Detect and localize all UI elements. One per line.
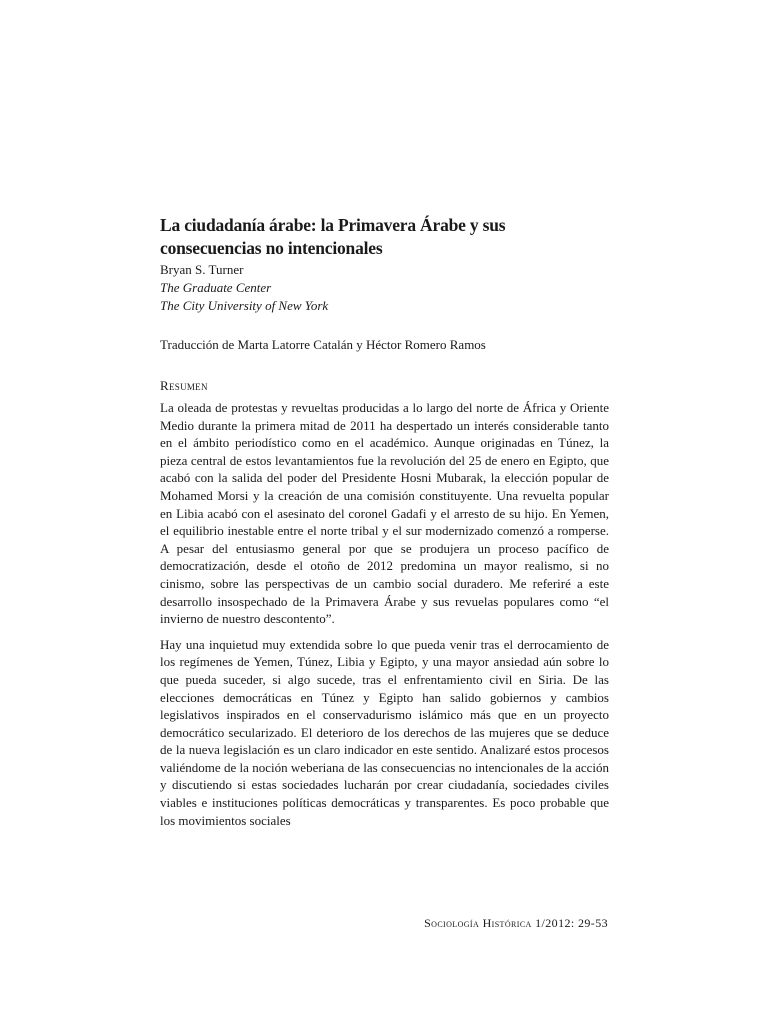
affiliation-1: The Graduate Center [160,280,272,295]
translation-credit: Traducción de Marta Latorre Catalán y Héctor Romero Ramos [160,337,486,352]
article-page [160,214,609,829]
affiliation-2: The City University of New York [160,298,329,313]
journal-footer: Sociología Histórica 1/2012: 29-53 [424,916,608,930]
author-name: Bryan S. Turner [160,262,244,277]
abstract-paragraph-1: La oleada de protestas y revueltas producidas a lo largo del norte de África y Oriente Medio durante la primera mitad de 2011 ha despertado un interés considerable tanto en el ámbito periodístico como en el académico. Aunque originadas en Túnez, la pieza central de estos levantamientos fue la revolución del 25 de enero en Egipto, que acabó con la salida del poder del Presidente Hosni Mubarak, la elección popular de Mohamed Morsi y la creación de una comisión constituyente. Una revuelta popular en Libia acabó con el asesinato del coronel Gadafi y el arresto de su hijo. En Yemen, el equilibrio inestable entre el norte tribal y el sur modernizado comenzó a romperse. A pesar del entusiasmo general por que se produjera un proceso pacífico de democratización, desde el otoño de 2012 predomina un mayor realismo, si no cinismo, sobre las perspectivas de un cambio social duradero. Me referiré a este desarrollo insospechado de la Primavera Árabe y sus revuelas populares como “el invierno de nuestro descontento”. [160,400,609,627]
abstract-heading: Resumen [160,378,208,393]
abstract-paragraph-2: Hay una inquietud muy extendida sobre lo que pueda venir tras el derrocamiento de los regímenes de Yemen, Túnez, Libia y Egipto, y una mayor ansiedad aún sobre lo que pueda suceder, si algo sucede, tras el enfrentamiento civil en Siria. De las elecciones democráticas en Túnez y Egipto han salido gobiernos y cambios legislativos inspirados en el conservadurismo islámico más que en un proyecto democrático secularizado. El deterioro de los derechos de las mujeres que se deduce de la nueva legislación es un claro indicador en este sentido. Analizaré estos procesos valiéndome de la noción weberiana de las consecuencias no intencionales de la acción y discutiendo si estas sociedades lucharán por crear ciudadanía, sociedades civiles viables e instituciones políticas democráticas y transparentes. Es poco probable que los movimientos sociales [160,636,609,828]
article-title: La ciudadanía árabe: la Primavera Árabe y sus consecuencias no intencionales [160,215,506,258]
